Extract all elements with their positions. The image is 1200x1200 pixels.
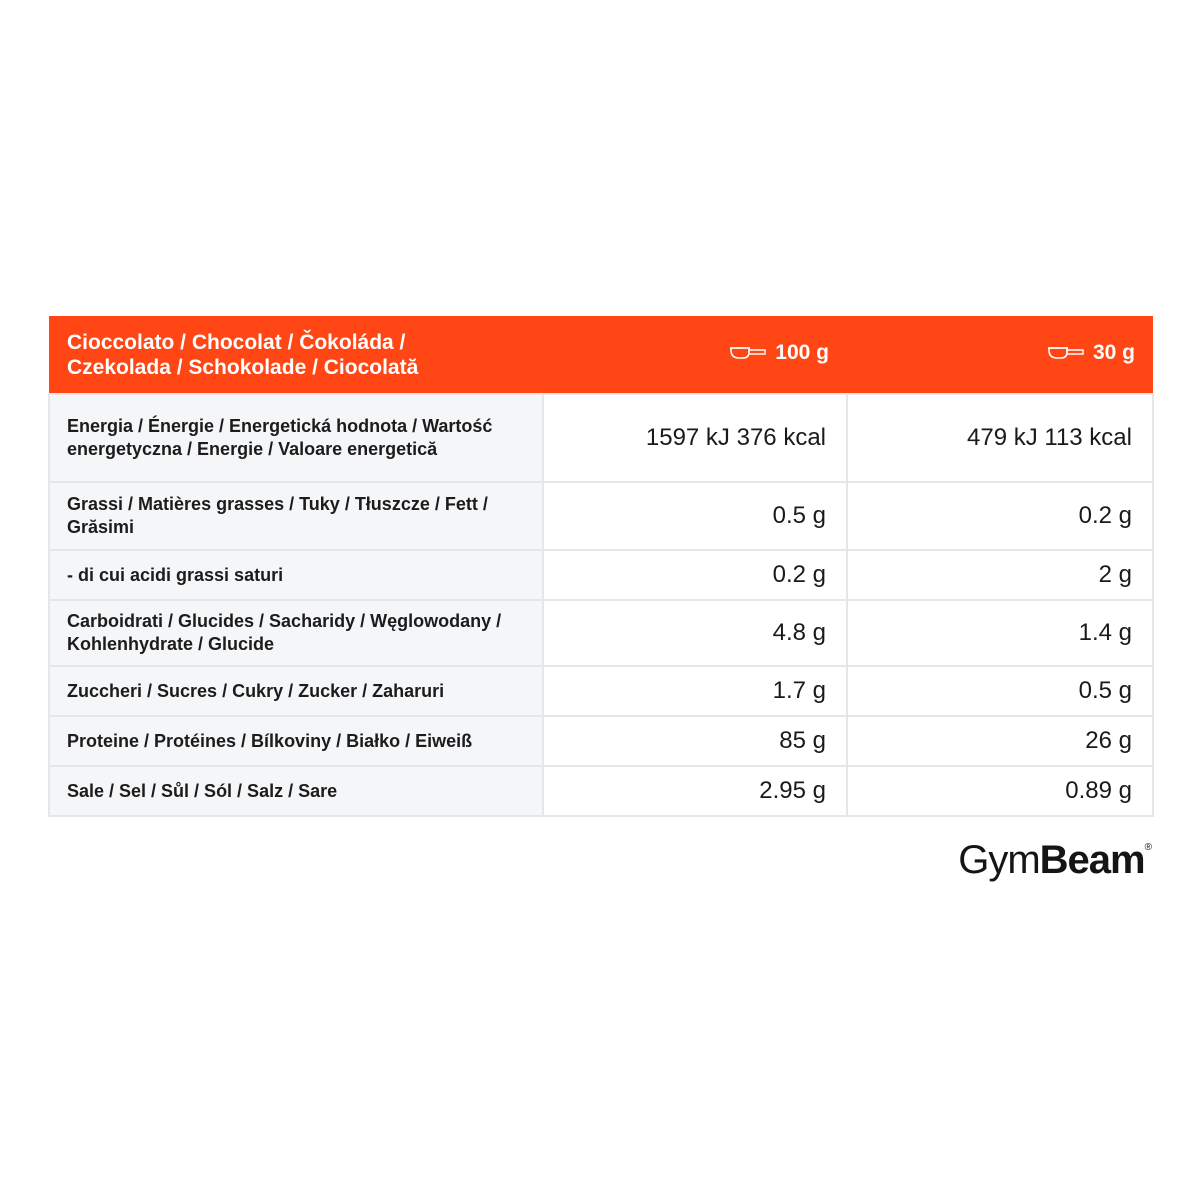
row-label-saturated-fat: - di cui acidi grassi saturi: [49, 550, 543, 600]
value-per-30g: 0.89 g: [847, 766, 1153, 816]
nutrition-table: [48, 316, 1154, 817]
gymbeam-logo: [958, 838, 1152, 883]
row-label-energy: Energia / Énergie / Energetická hodnota / Wartość energetyczna / Energie / Valoare energetică: [49, 394, 543, 482]
table-header-row: [49, 316, 1153, 394]
portion-30-label: 30 g: [1092, 341, 1135, 364]
value-per-100g: 1.7 g: [543, 666, 847, 716]
row-label-salt: Sale / Sel / Sůl / Sól / Salz / Sare: [49, 766, 543, 816]
table-row: [49, 666, 1153, 716]
table-row: [49, 482, 1153, 550]
table-row: [49, 766, 1153, 816]
row-label-fat: Grassi / Matières grasses / Tuky / Tłuszcze / Fett / Grăsimi: [49, 482, 543, 550]
value-per-100g: 0.2 g: [543, 550, 847, 600]
table-row: [49, 716, 1153, 766]
value-per-30g: 479 kJ 113 kcal: [847, 394, 1153, 482]
flavor-header: [49, 316, 543, 394]
nutrition-table-container: [48, 316, 1152, 817]
portion-100-header: [543, 316, 847, 394]
value-per-100g: 2.95 g: [543, 766, 847, 816]
scoop-icon: [1047, 344, 1085, 362]
registered-mark: ®: [1144, 842, 1152, 853]
value-per-30g: 2 g: [847, 550, 1153, 600]
value-per-100g: 85 g: [543, 716, 847, 766]
table-row: [49, 394, 1153, 482]
row-label-carbohydrates: Carboidrati / Glucides / Sacharidy / Węglowodany / Kohlenhydrate / Glucide: [49, 600, 543, 666]
portion-100-label: 100 g: [775, 341, 829, 364]
flavor-line-1: Cioccolato / Chocolat / Čokoláda /: [67, 330, 406, 354]
value-per-100g: 4.8 g: [543, 600, 847, 666]
value-per-30g: 0.2 g: [847, 482, 1153, 550]
value-per-30g: 26 g: [847, 716, 1153, 766]
row-label-sugars: Zuccheri / Sucres / Cukry / Zucker / Zaharuri: [49, 666, 543, 716]
table-row: [49, 600, 1153, 666]
value-per-30g: 0.5 g: [847, 666, 1153, 716]
scoop-icon: [729, 344, 767, 362]
value-per-30g: 1.4 g: [847, 600, 1153, 666]
portion-30-header: [847, 316, 1153, 394]
logo-text-gym: Gym: [958, 838, 1040, 882]
logo-text-beam: Beam: [1039, 838, 1145, 882]
flavor-line-2: Czekolada / Schokolade / Ciocolată: [67, 355, 419, 379]
table-row: [49, 550, 1153, 600]
row-label-protein: Proteine / Protéines / Bílkoviny / Białko / Eiweiß: [49, 716, 543, 766]
value-per-100g: 0.5 g: [543, 482, 847, 550]
value-per-100g: 1597 kJ 376 kcal: [543, 394, 847, 482]
